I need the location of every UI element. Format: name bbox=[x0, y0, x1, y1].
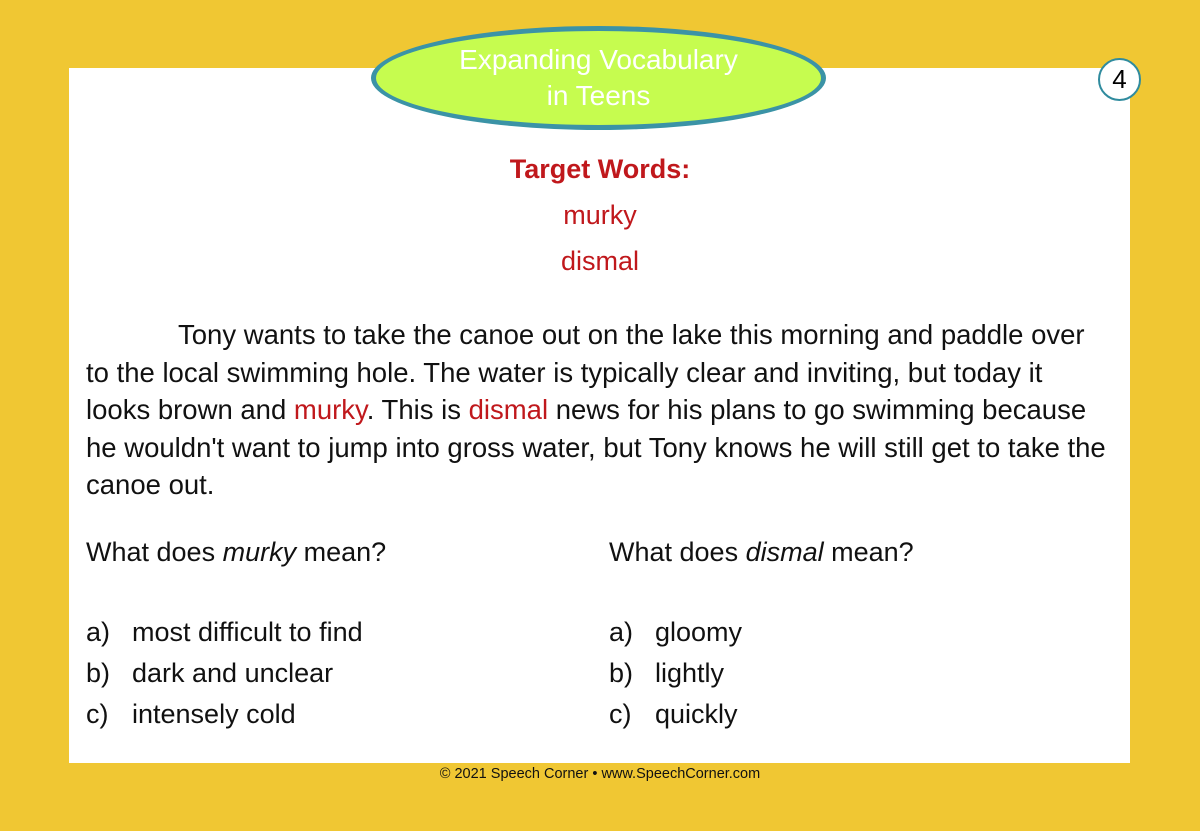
option-text: quickly bbox=[655, 699, 738, 729]
story-passage bbox=[86, 316, 1106, 504]
question-dismal bbox=[609, 535, 914, 569]
question-word: dismal bbox=[745, 537, 824, 567]
passage-highlight-dismal: dismal bbox=[468, 394, 549, 425]
question-prefix: What does bbox=[86, 537, 223, 567]
option-letter: c) bbox=[86, 699, 109, 729]
option-text: most difficult to find bbox=[132, 617, 363, 647]
answer-option[interactable] bbox=[86, 612, 363, 653]
answer-option[interactable] bbox=[609, 694, 742, 735]
answer-option[interactable] bbox=[86, 694, 363, 735]
passage-highlight-murky: murky bbox=[293, 394, 367, 425]
target-word-dismal: dismal bbox=[560, 246, 640, 276]
answer-option[interactable] bbox=[609, 612, 742, 653]
answer-options-murky bbox=[86, 612, 363, 735]
target-words-heading: Target Words: bbox=[509, 154, 691, 184]
answer-option[interactable] bbox=[86, 653, 363, 694]
option-text: dark and unclear bbox=[132, 658, 334, 688]
title-line-2: in Teens bbox=[546, 80, 651, 111]
option-letter: a) bbox=[86, 617, 111, 647]
answer-option[interactable] bbox=[609, 653, 742, 694]
option-letter: b) bbox=[609, 658, 634, 688]
question-suffix: mean? bbox=[296, 537, 387, 567]
question-suffix: mean? bbox=[823, 537, 914, 567]
option-letter: c) bbox=[609, 699, 632, 729]
answer-options-dismal bbox=[609, 612, 742, 735]
copyright-footer: © 2021 Speech Corner • www.SpeechCorner.com bbox=[439, 766, 761, 782]
option-letter: b) bbox=[86, 658, 111, 688]
target-word-murky: murky bbox=[563, 200, 637, 230]
page-number-badge: 4 bbox=[1098, 58, 1141, 101]
question-murky bbox=[86, 535, 386, 569]
option-letter: a) bbox=[609, 617, 634, 647]
title-line-1: Expanding Vocabulary bbox=[459, 44, 738, 75]
option-text: intensely cold bbox=[132, 699, 296, 729]
option-text: lightly bbox=[655, 658, 725, 688]
question-prefix: What does bbox=[609, 537, 746, 567]
title-banner bbox=[371, 26, 826, 130]
passage-text-3: news for his plans to go swimming because he wouldn't want to jump into gross water, but Tony knows he will still get to take the canoe out. bbox=[86, 394, 1106, 500]
question-word: murky bbox=[222, 537, 297, 567]
passage-text-2: . This is bbox=[366, 394, 469, 425]
option-text: gloomy bbox=[655, 617, 743, 647]
passage-text-1: Tony wants to take the canoe out on the lake this morning and paddle over to the local swimming hole. The water is typically clear and inviting, but today it looks brown and bbox=[86, 319, 1085, 425]
